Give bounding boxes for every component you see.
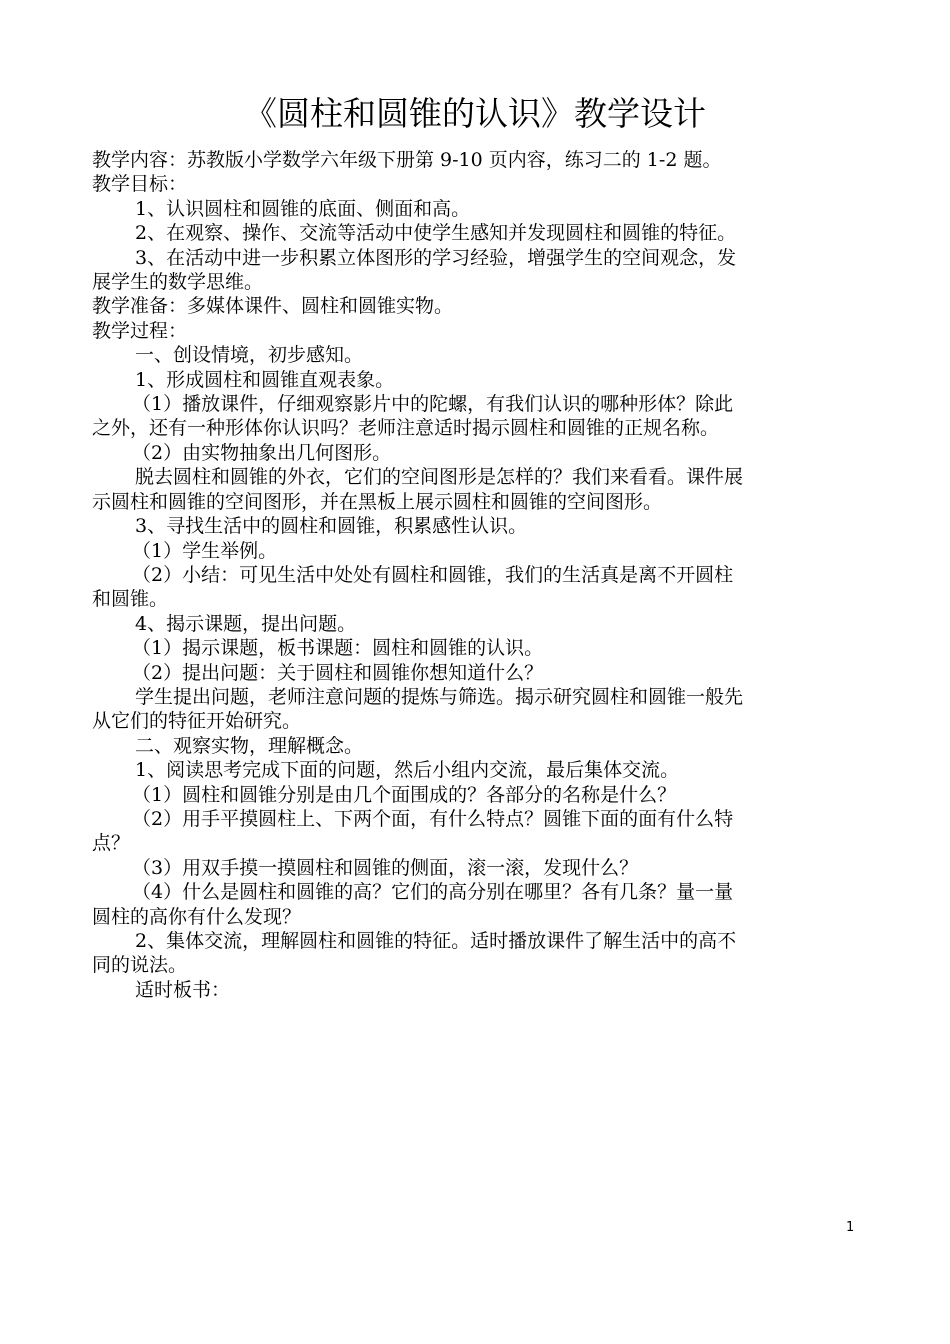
text-line: （3）用双手摸一摸圆柱和圆锥的侧面，滚一滚，发现什么？: [132, 856, 639, 879]
text-line: 1、形成圆柱和圆锥直观表象。: [135, 368, 395, 391]
text-line: （2）提出问题：关于圆柱和圆锥你想知道什么？: [132, 661, 544, 684]
text-line: 2、集体交流，理解圆柱和圆锥的特征。适时播放课件了解生活中的高不: [135, 930, 737, 952]
text-line: 教学过程：: [92, 319, 188, 342]
text-line: 从它们的特征开始研究。: [92, 710, 302, 733]
text-line: 和圆锥。: [92, 588, 169, 611]
text-line: （1）揭示课题，板书课题：圆柱和圆锥的认识。: [132, 637, 544, 660]
text-line: （2）由实物抽象出几何图形。: [132, 441, 392, 464]
text-line: 示圆柱和圆锥的空间图形，并在黑板上展示圆柱和圆锥的空间图形。: [92, 490, 663, 513]
text-line: 3、寻找生活中的圆柱和圆锥，积累感性认识。: [135, 515, 528, 538]
text-line: 展学生的数学思维。: [92, 271, 264, 294]
text-line: 4、揭示课题，提出问题。: [135, 612, 357, 635]
text-line: 之外，还有一种形体你认识吗？老师注意适时揭示圆柱和圆锥的正规名称。: [92, 417, 720, 440]
text-line: 圆柱的高你有什么发现？: [92, 905, 302, 928]
text-line: 教学目标：: [92, 173, 188, 196]
text-line: 1、认识圆柱和圆锥的底面、侧面和高。: [135, 197, 471, 220]
text-line: （1）播放课件，仔细观察影片中的陀螺，有我们认识的哪种形体？除此: [132, 393, 734, 416]
text-line: 教学准备：多媒体课件、圆柱和圆锥实物。: [92, 295, 454, 318]
document-body: [92, 148, 854, 1002]
text-line: （2）用手平摸圆柱上、下两个面，有什么特点？圆锥下面的面有什么特: [132, 807, 734, 830]
text-line: 3、在活动中进一步积累立体图形的学习经验，增强学生的空间观念，发: [135, 246, 737, 269]
text-line: 教学内容：苏教版小学数学六年级下册第 9-10 页内容，练习二的 1-2 题。: [92, 149, 722, 171]
text-line: 点？: [92, 832, 131, 855]
text-line: 适时板书：: [135, 978, 231, 1001]
text-line: 学生提出问题，老师注意问题的提炼与筛选。揭示研究圆柱和圆锥一般先: [135, 685, 744, 708]
text-line: （4）什么是圆柱和圆锥的高？它们的高分别在哪里？各有几条？量一量: [132, 881, 734, 904]
text-line: 脱去圆柱和圆锥的外衣，它们的空间图形是怎样的？我们来看看。课件展: [135, 466, 744, 489]
text-line: （2）小结：可见生活中处处有圆柱和圆锥，我们的生活真是离不开圆柱: [132, 563, 734, 586]
text-line: 1、阅读思考完成下面的问题，然后小组内交流，最后集体交流。: [135, 759, 680, 782]
text-line: 同的说法。: [92, 954, 188, 977]
text-line: （1）学生举例。: [132, 539, 278, 562]
text-line: 2、在观察、操作、交流等活动中使学生感知并发现圆柱和圆锥的特征。: [135, 222, 737, 245]
text-line: 一、创设情境，初步感知。: [135, 344, 364, 367]
text-line: 二、观察实物，理解概念。: [135, 734, 364, 757]
page-number: 1: [846, 1220, 855, 1235]
document-title: 《圆柱和圆锥的认识》教学设计: [244, 94, 706, 133]
text-line: （1）圆柱和圆锥分别是由几个面围成的？各部分的名称是什么？: [132, 783, 677, 806]
